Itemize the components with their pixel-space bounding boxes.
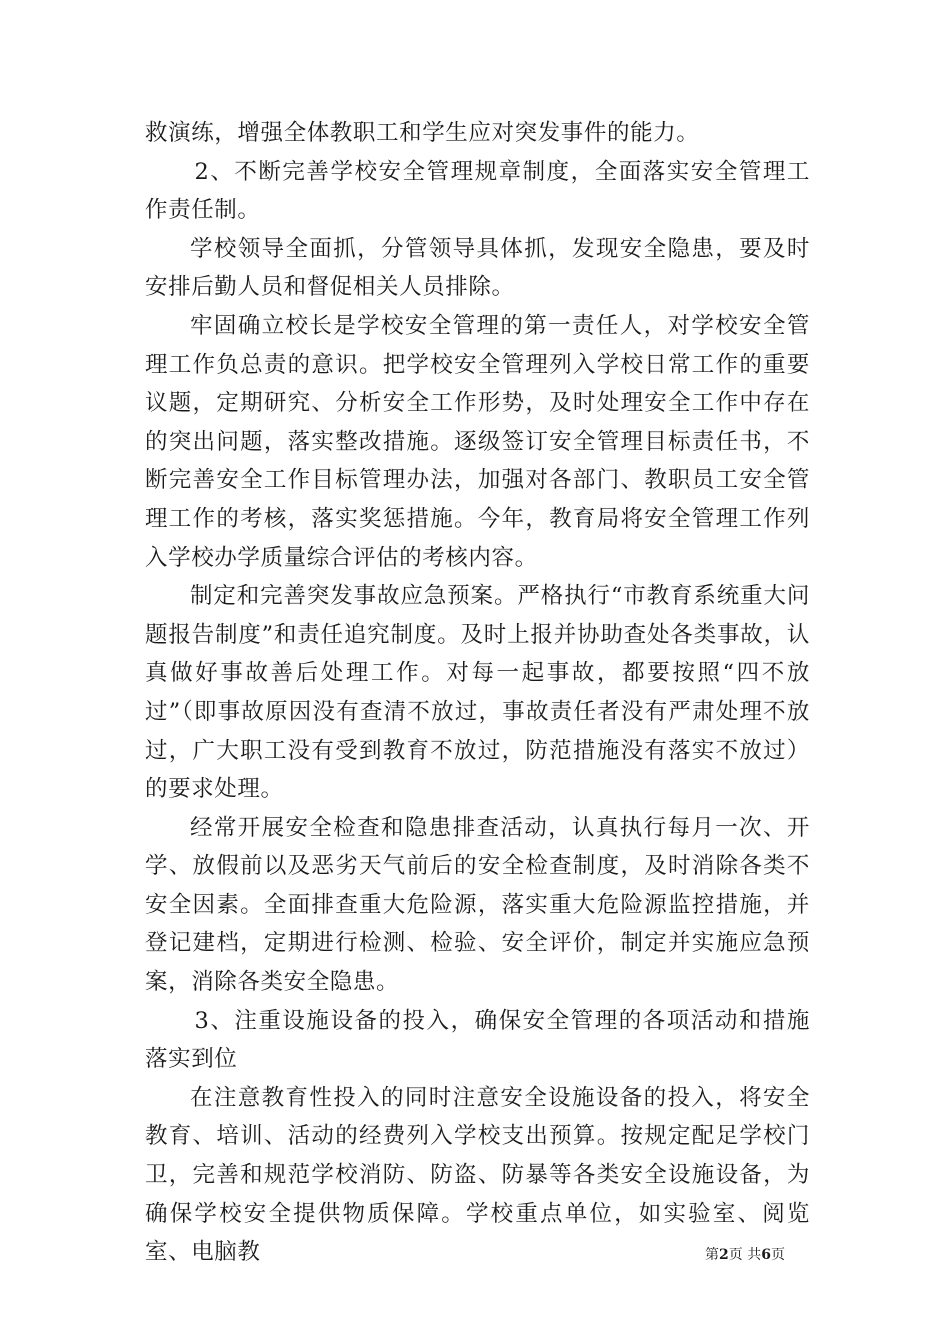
paragraph-leadership: 学校领导全面抓，分管领导具体抓，发现安全隐患，要及时安排后勤人员和督促相关人员排除。	[145, 235, 810, 301]
paragraph-drill-continuation: 救演练，增强全体教职工和学生应对突发事件的能力。	[145, 120, 700, 146]
footer-total-pages: 6	[761, 1247, 771, 1263]
footer-prefix: 第	[705, 1247, 719, 1263]
footer-current-page: 2	[719, 1247, 729, 1263]
paragraph-safety-inspection: 经常开展安全检查和隐患排查活动，认真执行每月一次、开学、放假前以及恶劣天气前后的安全检查制度，及时消除各类不安全因素。全面排查重大危险源，落实重大危险源监控措施，并登记建档，定期进行检测、检验、安全评价，制定并实施应急预案，消除各类安全隐患。	[145, 814, 810, 996]
footer-suffix: 页	[770, 1247, 785, 1263]
paragraph-facility-investment: 在注意教育性投入的同时注意安全设施设备的投入，将安全教育、培训、活动的经费列入学校支出预算。按规定配足学校门卫，完善和规范学校消防、防盗、防暴等各类安全设施设备，为确保学校安全提供物质保障。学校重点单位，如实验室、阅览室、电脑教	[145, 1084, 810, 1266]
paragraph-emergency-plan: 制定和完善突发事故应急预案。严格执行“市教育系统重大问题报告制度”和责任追究制度。及时上报并协助查处各类事故，认真做好事故善后处理工作。对每一起事故，都要按照“四不放过”（即事故原因没有查清不放过，事故责任者没有严肃处理不放过，广大职工没有受到教育不放过，防范措施没有落实不放过）的要求处理。	[145, 583, 810, 803]
section-heading-3: 3、注重设施设备的投入，确保安全管理的各项活动和措施落实到位	[145, 1007, 810, 1073]
section-heading-2: 2、不断完善学校安全管理规章制度，全面落实安全管理工作责任制。	[145, 158, 810, 224]
footer-middle: 页 共	[728, 1247, 762, 1263]
document-body	[145, 114, 810, 1272]
paragraph-principal-responsibility: 牢固确立校长是学校安全管理的第一责任人，对学校安全管理工作负总责的意识。把学校安全管理列入学校日常工作的重要议题，定期研究、分析安全工作形势，及时处理安全工作中存在的突出问题，落实整改措施。逐级签订安全管理目标责任书，不断完善安全工作目标管理办法，加强对各部门、教职员工安全管理工作的考核，落实奖惩措施。今年，教育局将安全管理工作列入学校办学质量综合评估的考核内容。	[145, 312, 810, 571]
page-number-footer	[705, 1244, 785, 1264]
